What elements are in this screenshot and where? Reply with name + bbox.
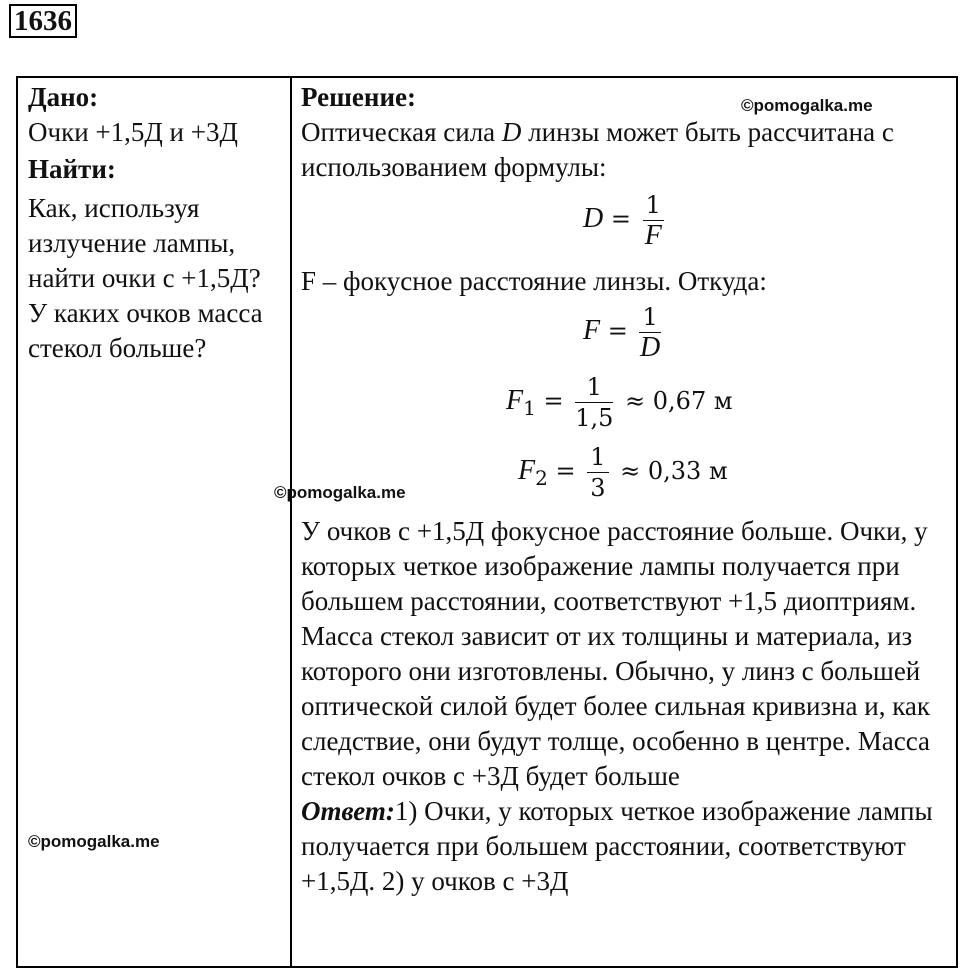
watermark-middle: ©pomogalka.me [274,483,406,502]
formula-f: F = $\frac{1}{D}$ [583,303,661,363]
solution-table [16,76,958,968]
intro-text: Оптическая сила D линзы может быть рассчитана с использованием формулы: [301,117,894,182]
solution-body [301,514,951,899]
focal-text: F – фокусное расстояние линзы. Откуда: [301,266,767,296]
given-column [28,80,283,366]
column-divider [290,78,292,966]
watermark-top: ©pomogalka.me [741,96,873,115]
watermark-bottom: ©pomogalka.me [28,832,160,851]
formula-d: D = $\frac{1}{F}$ [583,190,668,251]
problem-number: 1636 [9,4,77,38]
answer: Ответ:1) Очки, у которых четкое изображение лампы получается при большем расстоянии, соответствуют +1,5Д. 2) у очков с +3Д [301,796,933,896]
question-text: Как, используя излучение лампы, найти очки с +1,5Д? У каких очков масса стекол больше? [28,193,263,363]
formula-f2: $F_2$ = $\frac{1}{3}$ ≈ 0,33 м [518,443,728,502]
paragraph-1: У очков с +1,5Д фокусное расстояние больше. Очки, у которых четкое изображение лампы получается при большем расстоянии, соответствуют +1,5 диоптриям. [301,516,928,616]
paragraph-2: Масса стекол зависит от их толщины и материала, из которого они изготовлены. Обычно, у линз с большей оптической силой будет более сильная кривизна и, как следствие, они будут толще, особенно в центре. Масса стекол очков с +3Д будет больше [301,621,931,791]
find-heading: Найти: [28,154,116,184]
given-text: Очки +1,5Д и +3Д [28,117,238,147]
given-heading: Дано: [28,82,99,112]
formula-f1: $F_1$ = $\frac{1}{1,5}$ ≈ 0,67 м [506,373,733,432]
solution-heading: Решение: [301,82,416,112]
